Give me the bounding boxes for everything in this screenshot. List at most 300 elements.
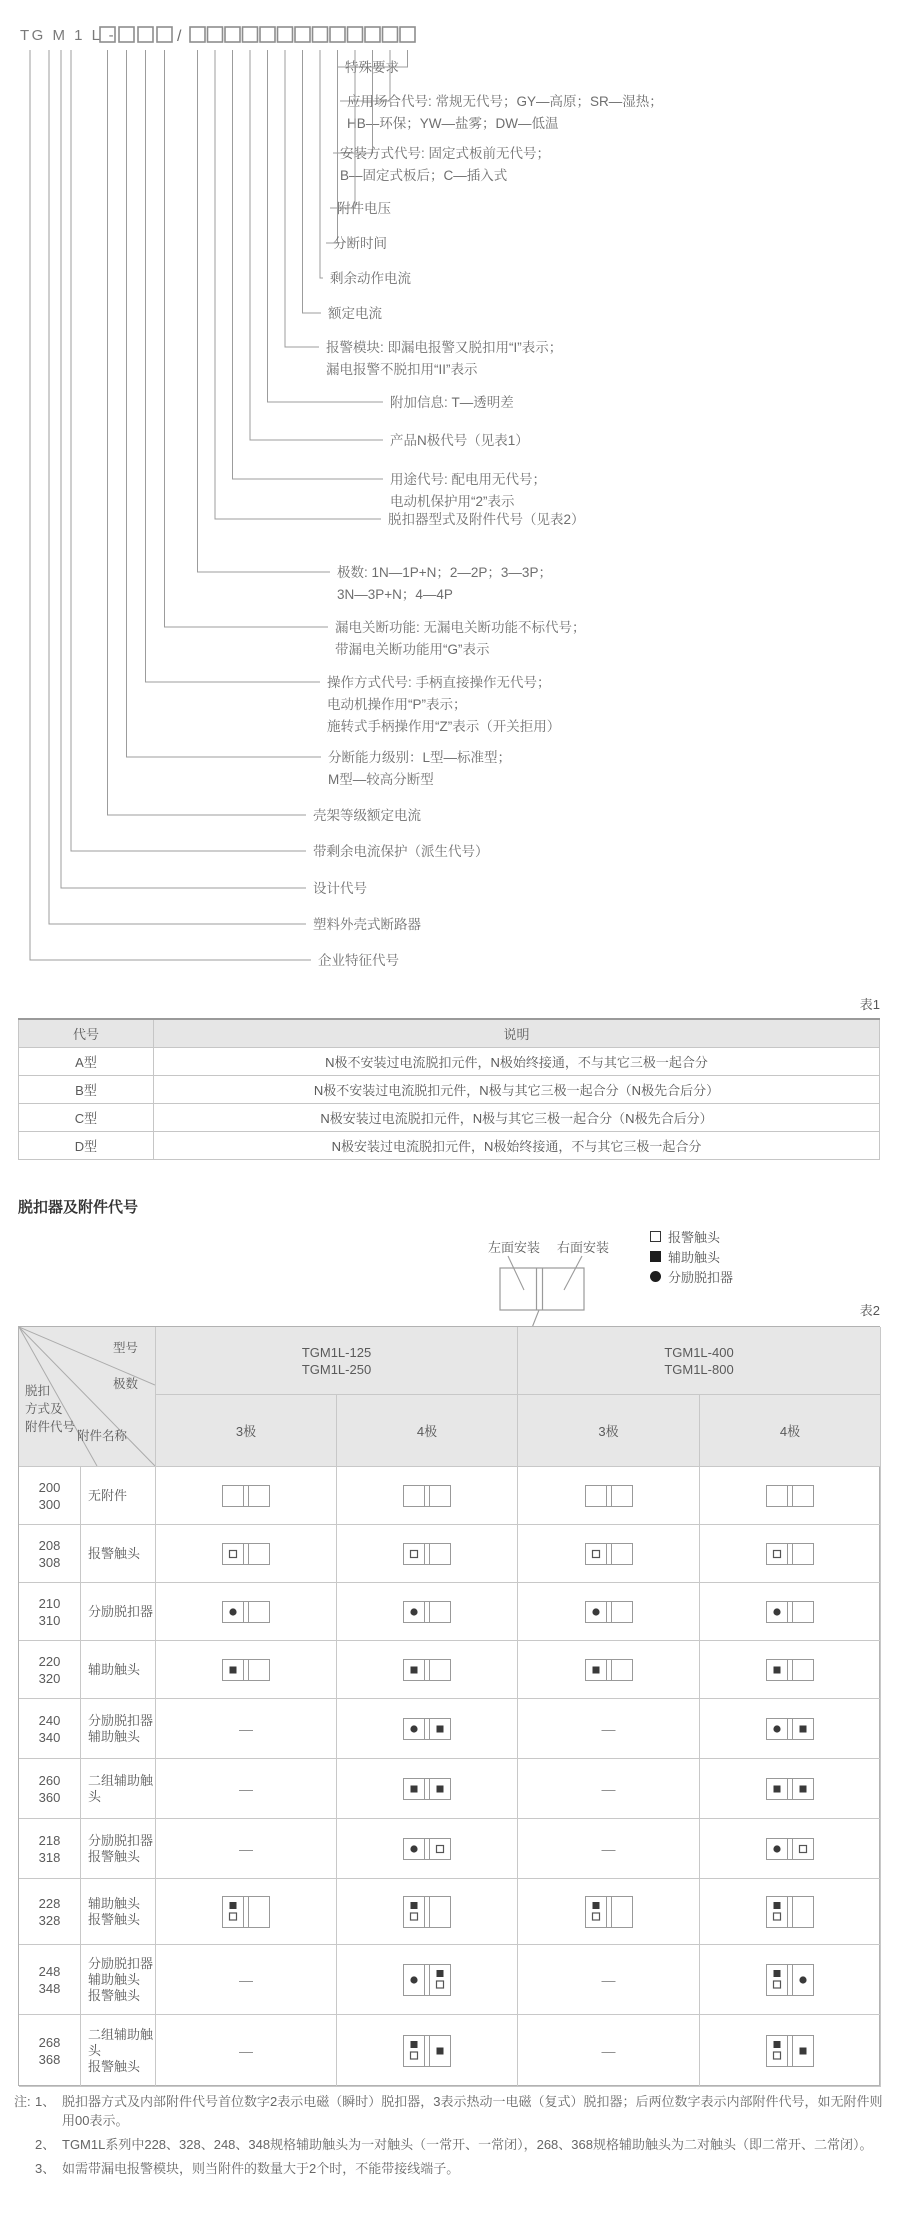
shunt-release-icon <box>592 1608 599 1615</box>
code-box <box>119 27 134 42</box>
table2-symbol-cell <box>518 1699 700 1759</box>
code-box <box>225 27 240 42</box>
aux-contact-icon <box>592 1666 599 1673</box>
aux-contact-icon <box>800 1785 807 1792</box>
legend-label: 辅助触头 <box>668 1249 721 1265</box>
table2-symbol-cell <box>156 1759 337 1819</box>
table2-tag: 表2 <box>859 1303 880 1318</box>
accessory-name-line: 辅助触头 <box>88 1728 141 1744</box>
accessory-position-diagram <box>766 1964 814 1996</box>
table1-cell-desc: N极安装过电流脱扣元件，N极与其它三极一起合分（N极先合后分） <box>154 1104 880 1132</box>
note-item <box>35 2159 890 2178</box>
note-item <box>35 2135 890 2154</box>
table2-name-cell <box>81 1819 156 1879</box>
note-number: 3、 <box>35 2161 56 2176</box>
no-option-dash: — <box>239 1840 253 1857</box>
callout-line <box>61 50 306 888</box>
table2-symbol-cell <box>337 2015 518 2087</box>
accessory-name-line: 辅助触头 <box>88 1661 141 1677</box>
code-box <box>365 27 380 42</box>
alarm-contact-icon <box>774 1981 781 1988</box>
table1-cell-code: D型 <box>19 1132 154 1160</box>
left-install-label: 左面安装 <box>488 1240 541 1255</box>
model-prefix: TG M 1 L - <box>20 27 117 44</box>
accessory-name-line: 报警触头 <box>88 1545 141 1561</box>
model-label-line: 附件电压 <box>337 201 391 216</box>
aux-contact-icon <box>774 1666 781 1673</box>
corner-tripcode-label: 附件代号 <box>25 1420 76 1434</box>
accessory-position-diagram <box>403 1485 451 1507</box>
accessory-section-heading: 脱扣器及附件代号 <box>18 1199 139 1216</box>
table2-pole-header: 4极 <box>700 1395 881 1467</box>
table2-symbol-cell <box>156 2015 337 2087</box>
table2-code-cell <box>19 1525 81 1583</box>
table2-symbol-cell <box>700 1879 881 1945</box>
table2-symbol-cell <box>700 1583 881 1641</box>
table2-name-cell <box>81 1759 156 1819</box>
aux-contact-icon <box>774 1902 781 1909</box>
table1-row <box>19 1104 880 1132</box>
aux-contact-icon <box>437 1785 444 1792</box>
code-box <box>295 27 310 42</box>
table1-header-desc: 说明 <box>154 1019 880 1048</box>
model-label-line: M型—较高分断型 <box>328 772 434 787</box>
alarm-contact-icon <box>230 1550 237 1557</box>
model-group-line: TGM1L-250 <box>301 1361 372 1377</box>
accessory-position-diagram <box>766 1485 814 1507</box>
table2-model-group <box>518 1327 881 1395</box>
right-leader-line <box>564 1256 582 1290</box>
alarm-contact-icon <box>411 1913 418 1920</box>
table2-symbol-cell <box>337 1879 518 1945</box>
accessory-position-diagram <box>766 1659 814 1681</box>
model-label-line: 附加信息: T—透明差 <box>390 395 514 410</box>
table2-symbol-cell <box>337 1525 518 1583</box>
callout-line <box>127 50 322 757</box>
model-label-line: 带漏电关断功能用“G”表示 <box>335 642 490 657</box>
aux-contact-icon <box>774 1970 781 1977</box>
table2-name-cell <box>81 1879 156 1945</box>
accessory-position-diagram <box>403 1659 451 1681</box>
accessory-position-diagram <box>585 1896 633 1928</box>
table2-symbol-cell <box>700 1819 881 1879</box>
accessory-position-diagram <box>222 1543 270 1565</box>
table2-symbol-cell <box>700 1525 881 1583</box>
table2-symbol-cell <box>156 1641 337 1699</box>
table2-name-cell <box>81 1641 156 1699</box>
accessory-position-diagram <box>403 1718 451 1740</box>
accessory-position-diagram <box>403 1964 451 1996</box>
shunt-release-icon <box>410 1845 417 1852</box>
table2-code-cell <box>19 1879 81 1945</box>
model-designation-diagram <box>0 0 900 990</box>
table2 <box>18 1326 880 2086</box>
table1 <box>18 1018 880 1160</box>
alarm-contact-icon <box>800 1845 807 1852</box>
code-line: 310 <box>38 1612 61 1628</box>
table2-symbol-cell <box>156 1879 337 1945</box>
model-label-line: 施转式手柄操作用“Z”表示（开关拒用） <box>327 719 561 734</box>
table2-symbol-cell <box>700 1641 881 1699</box>
accessory-position-diagram <box>222 1485 270 1507</box>
code-box <box>400 27 415 42</box>
accessory-position-diagram <box>766 2035 814 2067</box>
table2-symbol-cell <box>337 1819 518 1879</box>
table2-symbol-cell <box>700 2015 881 2087</box>
aux-contact-icon <box>650 1251 661 1262</box>
accessory-position-diagram <box>766 1718 814 1740</box>
table2-code-cell <box>19 2015 81 2087</box>
corner-tripcode-label: 脱扣 <box>25 1384 51 1398</box>
callout-line <box>30 50 311 960</box>
code-line: 368 <box>38 2051 61 2067</box>
note-number: 2、 <box>35 2137 56 2152</box>
model-label-line: 报警模块: 即漏电报警又脱扣用“I”表示； <box>326 340 563 355</box>
table2-symbol-cell <box>518 1819 700 1879</box>
accessory-position-diagram <box>403 1543 451 1565</box>
table2-symbol-cell <box>337 1641 518 1699</box>
table1-cell-desc: N极安装过电流脱扣元件，N极始终接通，不与其它三极一起合分 <box>154 1132 880 1160</box>
table1-cell-desc: N极不安装过电流脱扣元件，N极始终接通，不与其它三极一起合分 <box>154 1048 880 1076</box>
model-label-line: 脱扣器型式及附件代号（见表2） <box>388 512 585 527</box>
right-install-label: 右面安装 <box>557 1240 610 1255</box>
legend-label: 报警触头 <box>668 1229 721 1245</box>
table2-name-cell <box>81 1699 156 1759</box>
table2-symbol-cell <box>337 1467 518 1525</box>
table2-code-cell <box>19 1467 81 1525</box>
shunt-release-icon <box>410 1976 417 1983</box>
aux-contact-icon <box>592 1902 599 1909</box>
code-line: 308 <box>38 1554 61 1570</box>
model-label-line: 3N—3P+N；4—4P <box>337 587 453 602</box>
accessory-position-diagram <box>222 1896 270 1928</box>
accessory-name-line: 分励脱扣器 <box>88 1712 154 1728</box>
code-line: 240 <box>38 1712 61 1728</box>
accessory-position-diagram <box>403 1601 451 1623</box>
callout-line <box>108 50 307 815</box>
code-line: 210 <box>38 1595 61 1611</box>
accessory-position-diagram <box>766 1543 814 1565</box>
code-line: 248 <box>38 1963 61 1979</box>
code-line: 328 <box>38 1912 61 1928</box>
left-leader-line <box>508 1256 524 1290</box>
table2-code-cell <box>19 1945 81 2015</box>
table2-symbol-cell <box>156 1699 337 1759</box>
callout-line <box>320 50 323 278</box>
model-label-line: 操作方式代号: 手柄直接操作无代号； <box>327 675 551 690</box>
aux-contact-icon <box>437 1725 444 1732</box>
accessory-name-line: 报警触头 <box>88 1911 141 1927</box>
table2-symbol-cell <box>518 1879 700 1945</box>
accessory-position-diagram <box>766 1838 814 1860</box>
aux-contact-icon <box>800 2047 807 2054</box>
alarm-contact-icon <box>411 2052 418 2059</box>
legend-item <box>650 1266 733 1286</box>
accessory-name-line: 分励脱扣器 <box>88 1955 154 1971</box>
model-label-line: 壳架等级额定电流 <box>313 808 421 823</box>
table2-pole-header: 3极 <box>518 1395 700 1467</box>
table2-symbol-cell <box>337 1945 518 2015</box>
model-label-line: 漏电报警不脱扣用“II”表示 <box>326 362 478 377</box>
note-text: TGM1L系列中228、328、248、348规格辅助触头为一对触头（一常开、一常闭），268、368规格辅助触头为二对触头（即二常开、二常闭）。 <box>62 2137 873 2152</box>
accessory-position-diagram <box>403 1896 451 1928</box>
alarm-contact-icon <box>411 1550 418 1557</box>
table2-pole-header: 3极 <box>156 1395 337 1467</box>
alarm-contact-icon <box>230 1913 237 1920</box>
code-line: 260 <box>38 1772 61 1788</box>
model-label-line: 分断能力级别：L型—标准型； <box>328 750 512 765</box>
table2-symbol-cell <box>156 1945 337 2015</box>
table2-name-cell <box>81 1525 156 1583</box>
code-line: 320 <box>38 1670 61 1686</box>
table2-symbol-cell <box>518 1525 700 1583</box>
notes-label: 注: <box>14 2094 31 2109</box>
table2-symbol-cell <box>156 1583 337 1641</box>
accessory-name-line: 报警触头 <box>88 1987 141 2003</box>
alarm-contact-icon <box>774 1550 781 1557</box>
aux-contact-icon <box>774 2041 781 2048</box>
alarm-contact-icon <box>774 2052 781 2059</box>
code-box <box>138 27 153 42</box>
alarm-contact-icon <box>650 1231 661 1242</box>
model-group-line: TGM1L-400 <box>664 1344 734 1360</box>
aux-contact-icon <box>437 1970 444 1977</box>
callout-line <box>198 50 331 572</box>
table1-row <box>19 1048 880 1076</box>
accessory-position-diagram <box>766 1896 814 1928</box>
table2-symbol-cell <box>337 1759 518 1819</box>
accessory-name-line: 报警触头 <box>88 2058 141 2074</box>
table2-symbol-cell <box>518 1759 700 1819</box>
aux-contact-icon <box>230 1666 237 1673</box>
legend-item <box>650 1246 733 1266</box>
table2-symbol-cell <box>337 1699 518 1759</box>
table1-tag: 表1 <box>859 997 880 1012</box>
code-box <box>383 27 398 42</box>
model-group-line: TGM1L-800 <box>664 1361 734 1377</box>
accessory-position-diagram <box>403 1778 451 1800</box>
callout-line <box>303 50 322 313</box>
callout-line <box>326 50 338 243</box>
accessory-position-diagram <box>766 1601 814 1623</box>
table2-symbol-cell <box>700 1945 881 2015</box>
table1-cell-code: A型 <box>19 1048 154 1076</box>
corner-poles-label: 极数 <box>113 1377 139 1391</box>
callout-line <box>165 50 329 627</box>
accessory-position-diagram <box>585 1485 633 1507</box>
accessory-position-diagram <box>403 2035 451 2067</box>
aux-contact-icon <box>774 1785 781 1792</box>
shunt-release-icon <box>773 1608 780 1615</box>
no-option-dash: — <box>239 1780 253 1797</box>
no-option-dash: — <box>601 1780 616 1797</box>
model-slash: / <box>177 28 182 45</box>
code-box <box>348 27 363 42</box>
aux-contact-icon <box>437 2047 444 2054</box>
model-label-line: 漏电关断功能: 无漏电关断功能不标代号； <box>335 620 586 635</box>
aux-contact-icon <box>411 1902 418 1909</box>
code-line: 200 <box>38 1479 61 1495</box>
table2-symbol-cell <box>518 1467 700 1525</box>
model-label-line: 极数: 1N—1P+N；2—2P；3—3P； <box>337 565 552 580</box>
model-label-line: 分断时间 <box>333 236 387 251</box>
code-box <box>190 27 205 42</box>
accessory-name-line: 分励脱扣器 <box>88 1603 154 1619</box>
shunt-release-icon <box>410 1608 417 1615</box>
accessory-position-diagram <box>585 1659 633 1681</box>
table2-symbol-cell <box>156 1819 337 1879</box>
code-line: 318 <box>38 1849 61 1865</box>
table2-code-cell <box>19 1759 81 1819</box>
accessory-name-line: 二组辅助触头 <box>88 2026 154 2058</box>
code-line: 228 <box>38 1895 61 1911</box>
aux-contact-icon <box>411 1785 418 1792</box>
model-label-line: 塑料外壳式断路器 <box>313 917 421 932</box>
model-label-line: 额定电流 <box>328 306 382 321</box>
corner-model-label: 型号 <box>113 1341 139 1355</box>
code-box <box>260 27 275 42</box>
model-label-line: 设计代号 <box>313 881 367 896</box>
callout-line <box>71 50 306 851</box>
note-text: 脱扣器方式及内部附件代号首位数字2表示电磁（瞬时）脱扣器，3表示热动一电磁（复式）脱扣器；后两位数字表示内部附件代号，如无附件则用00表示。 <box>62 2094 883 2128</box>
table2-symbol-cell <box>337 1583 518 1641</box>
table2-corner-cell <box>19 1327 156 1467</box>
table2-name-cell <box>81 1467 156 1525</box>
table1-header-code: 代号 <box>19 1019 154 1048</box>
table2-name-cell <box>81 1945 156 2015</box>
code-box <box>243 27 258 42</box>
code-line: 208 <box>38 1537 61 1553</box>
no-option-dash: — <box>239 1971 253 1988</box>
model-label-line: 特殊要求 <box>345 60 399 75</box>
notes <box>14 2092 890 2183</box>
model-label-line: 应用场合代号: 常规无代号；GY—高原；SR—湿热； <box>347 94 663 109</box>
table2-code-cell <box>19 1819 81 1879</box>
model-label-line: 带剩余电流保护（派生代号） <box>313 844 489 859</box>
table2-symbol-cell <box>700 1699 881 1759</box>
corner-tripcode-label: 方式及 <box>25 1402 63 1416</box>
model-label-line: 电动机操作用“P”表示； <box>327 697 467 712</box>
no-option-dash: — <box>239 2042 253 2059</box>
table2-pole-header: 4极 <box>337 1395 518 1467</box>
model-group-line: TGM1L-125 <box>301 1344 372 1360</box>
code-box <box>278 27 293 42</box>
table2-name-cell <box>81 1583 156 1641</box>
table2-symbol-cell <box>700 1759 881 1819</box>
accessory-position-diagram <box>222 1659 270 1681</box>
model-label-line: 用途代号: 配电用无代号； <box>390 472 547 487</box>
note-number: 1、 <box>35 2094 56 2109</box>
alarm-contact-icon <box>437 1981 444 1988</box>
corner-accname-label: 附件名称 <box>77 1429 128 1443</box>
no-option-dash: — <box>601 1840 616 1857</box>
model-label-line: 安装方式代号: 固定式板前无代号； <box>340 146 551 161</box>
model-label-line: 剩余动作电流 <box>330 271 411 286</box>
shunt-release-icon <box>650 1271 661 1282</box>
accessory-name-line: 二组辅助触头 <box>88 1772 154 1804</box>
accessory-name-line: 无附件 <box>88 1487 128 1503</box>
aux-contact-icon <box>230 1902 237 1909</box>
note-item <box>35 2092 890 2130</box>
legend-item <box>650 1226 733 1246</box>
table2-code-cell <box>19 1583 81 1641</box>
code-line: 340 <box>38 1729 61 1745</box>
no-option-dash: — <box>239 1720 253 1737</box>
table1-cell-desc: N极不安装过电流脱扣元件，N极与其它三极一起合分（N极先合后分） <box>154 1076 880 1104</box>
accessory-legend <box>650 1226 733 1286</box>
table1-row <box>19 1132 880 1160</box>
accessory-name-line: 报警触头 <box>88 1848 141 1864</box>
model-label-line: 产品N极代号（见表1） <box>390 433 529 448</box>
code-line: 268 <box>38 2034 61 2050</box>
code-line: 300 <box>38 1496 61 1512</box>
accessory-name-line: 分励脱扣器 <box>88 1832 154 1848</box>
code-line: 218 <box>38 1832 61 1848</box>
table2-code-cell <box>19 1641 81 1699</box>
table1-cell-code: B型 <box>19 1076 154 1104</box>
model-label-line: 电动机保护用“2”表示 <box>390 494 515 509</box>
code-box <box>157 27 172 42</box>
code-box <box>313 27 328 42</box>
table2-symbol-cell <box>700 1467 881 1525</box>
table2-symbol-cell <box>156 1467 337 1525</box>
shunt-release-icon <box>773 1725 780 1732</box>
aux-contact-icon <box>800 1725 807 1732</box>
accessory-position-diagram <box>585 1601 633 1623</box>
accessory-position-diagram <box>222 1601 270 1623</box>
shunt-release-icon <box>799 1976 806 1983</box>
table2-symbol-cell <box>518 1641 700 1699</box>
table2-code-cell <box>19 1699 81 1759</box>
accessory-name-line: 辅助触头 <box>88 1971 141 1987</box>
no-option-dash: — <box>601 1720 616 1737</box>
alarm-contact-icon <box>592 1550 599 1557</box>
code-line: 220 <box>38 1653 61 1669</box>
table2-symbol-cell <box>518 1945 700 2015</box>
no-option-dash: — <box>601 1971 616 1988</box>
alarm-contact-icon <box>437 1845 444 1852</box>
table2-model-group <box>156 1327 518 1395</box>
model-label-line: B—固定式板后；C—插入式 <box>340 168 508 183</box>
table1-wrap <box>18 1018 880 1160</box>
code-box <box>330 27 345 42</box>
legend-label: 分励脱扣器 <box>668 1269 734 1285</box>
accessory-position-diagram <box>585 1543 633 1565</box>
accessory-position-diagram <box>403 1838 451 1860</box>
callout-line <box>233 50 384 479</box>
shunt-release-icon <box>229 1608 236 1615</box>
table1-row <box>19 1076 880 1104</box>
accessory-name-line: 辅助触头 <box>88 1895 141 1911</box>
note-text: 如需带漏电报警模块，则当附件的数量大于2个时，不能带接线端子。 <box>62 2161 460 2176</box>
model-label-line: HB—环保；YW—盐雾；DW—低温 <box>347 116 559 131</box>
shunt-release-icon <box>410 1725 417 1732</box>
code-line: 360 <box>38 1789 61 1805</box>
code-box <box>208 27 223 42</box>
table2-symbol-cell <box>518 1583 700 1641</box>
table2-name-cell <box>81 2015 156 2087</box>
table1-header-row <box>19 1019 880 1048</box>
shunt-release-icon <box>773 1845 780 1852</box>
table1-cell-code: C型 <box>19 1104 154 1132</box>
model-label-line: 企业特征代号 <box>318 953 399 968</box>
aux-contact-icon <box>411 2041 418 2048</box>
alarm-contact-icon <box>592 1913 599 1920</box>
code-line: 348 <box>38 1980 61 1996</box>
accessory-position-diagram <box>766 1778 814 1800</box>
aux-contact-icon <box>411 1666 418 1673</box>
table2-symbol-cell <box>156 1525 337 1583</box>
